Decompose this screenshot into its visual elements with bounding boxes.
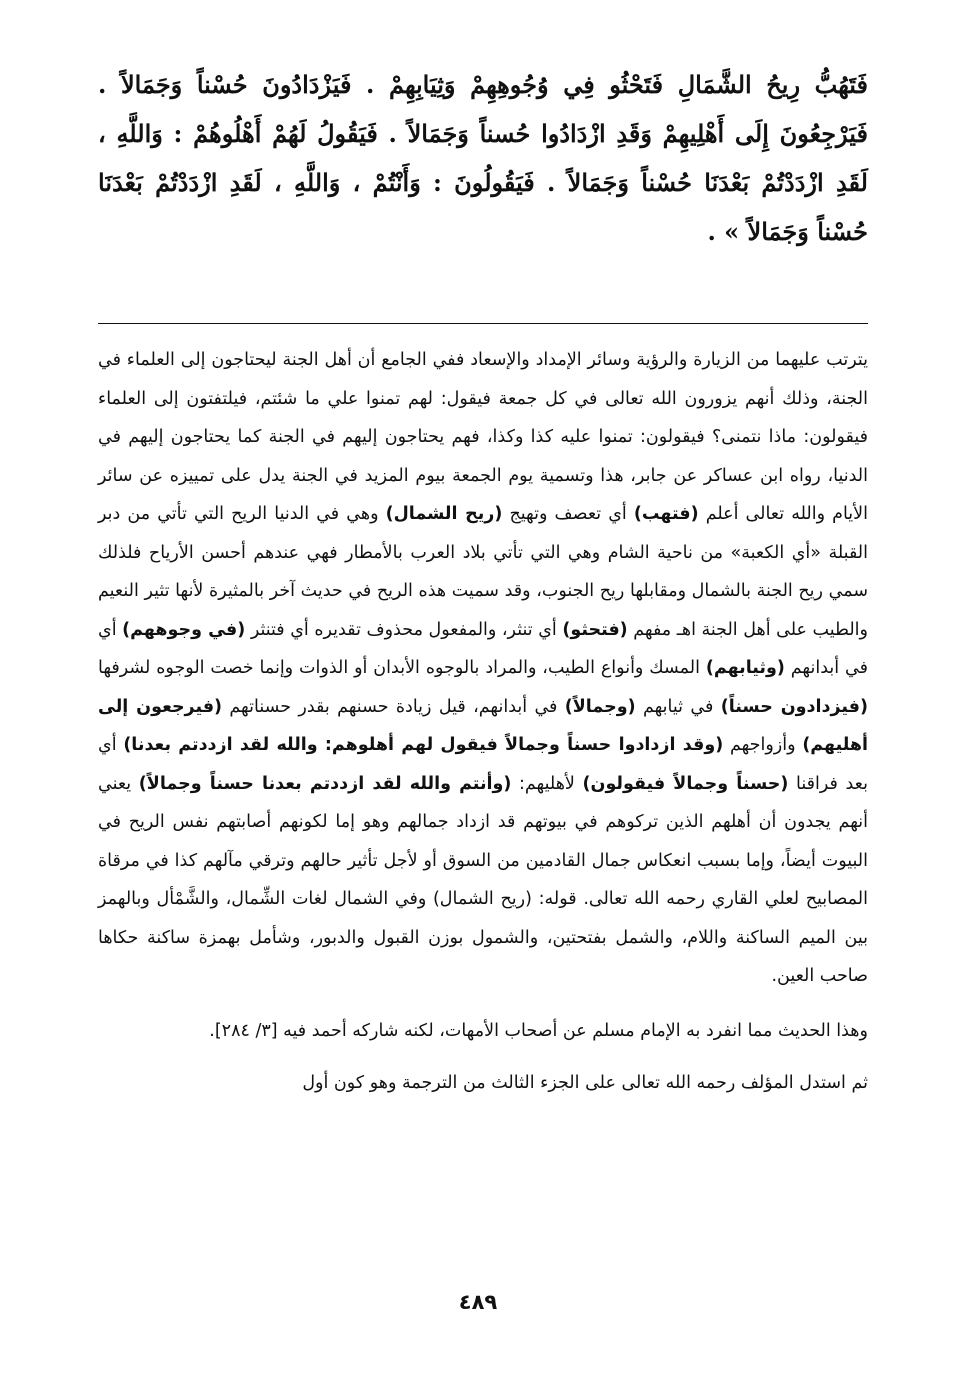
- bold-quote-segment: (وجمالاً): [564, 696, 636, 717]
- text-segment: المسك وأنواع الطيب، والمراد بالوجوه الأبدان أو الذوات وإنما خصت الوجوه لشرفها: [98, 658, 706, 678]
- text-segment: لأهليهم:: [511, 773, 583, 794]
- bold-quote-segment: (وأنتم والله لقد ازددتم بعدنا حسناً وجمالاً): [138, 773, 512, 794]
- bold-quote-segment: (فيرجعون إلى أهليهم): [98, 696, 869, 755]
- text-segment: وهي في الدنيا الريح التي تأتي من دبر القبلة «أي الكعبة» من ناحية الشام وهي التي تأتي بلاد العرب بالأمطار فهي عندهم أحسن الأرياح فلذلك سمي ريح الجنة بالشمال ومقابلها ريح الجنوب، وقد سميت هذه الريح في حديث آخر بالمثيرة لأنها تثير النعيم والطيب على أهل الجنة اهـ مفهم: [98, 504, 868, 640]
- bold-quote-segment: (ريح الشمال): [385, 504, 503, 524]
- bold-quote-segment: (فيزدادون حسناً): [720, 696, 868, 717]
- text-segment: في ثيابهم: [635, 696, 721, 717]
- bold-quote-segment: (وثيابهم): [705, 658, 785, 678]
- text-segment: أي تعصف وتهيج: [502, 504, 634, 524]
- commentary-paragraph-2: وهذا الحديث مما انفرد به الإمام مسلم عن أصحاب الأمهات، لكنه شاركه أحمد فيه [٣/ ٢٨٤].: [209, 1020, 868, 1041]
- text-segment: في أبدانهم، قيل زيادة حسنهم بقدر حسناتهم: [222, 696, 565, 717]
- text-segment: أي في أبدانهم: [98, 619, 868, 678]
- text-segment: يترتب عليهما من الزيارة والرؤية وسائر الإمداد والإسعاد ففي الجامع أن أهل الجنة ليحتاجون إلى العلماء في الجنة، وذلك أنهم يزورون الله تعالى في كل جمعة فيقول: لهم تمنوا علي ما شئتم، فيلتفتون إلى العلماء فيقولون: ماذا نتمنى؟ فيقولون: تمنوا عليه كذا وكذا، فهم يحتاجون إليهم في الجنة كما يحتاجون إليهم في الدنيا، رواه ابن عساكر عن جابر، هذا وتسمية يوم الجمعة بيوم المزيد في الجنة يدل على تمييزه عن سائر الأيام والله تعالى أعلم: [98, 350, 868, 524]
- page-number: ٤٨٩: [458, 1290, 498, 1314]
- text-segment: يعني أنهم يجدون أن أهلهم الذين تركوهم في بيوتهم قد ازداد جمالهم وهو إما لكونهم أصابتهم نفس الريح في البيوت أيضاً، وإما بسبب انعكاس جمال القادمين من السوق أو لأجل تأثير حالهم وترقي مآلهم كذا في مرقاة المصابيح لعلي القاري رحمه الله تعالى. قوله: (ريح الشمال) وفي الشمال لغات الشِّمال، والشَّمْأل وبالهمز بين الميم الساكنة واللام، والشمل بفتحتين، والشمول بوزن القبول والدبور، وشأمل بهمزة ساكنة حكاها صاحب العين.: [98, 773, 868, 986]
- page-body: [98, 60, 869, 1093]
- commentary-paragraph-3: ثم استدل المؤلف رحمه الله تعالى على الجزء الثالث من الترجمة وهو كون أول: [302, 1073, 868, 1093]
- bold-quote-segment: (وقد ازدادوا حسناً وجمالاً فيقول لهم أهلوهم: والله لقد ازددتم بعدنا): [123, 735, 724, 755]
- bold-quote-segment: (فتحثو): [562, 619, 628, 640]
- commentary-paragraph-1: [98, 341, 868, 996]
- bold-quote-segment: (حسناً وجمالاً فيقولون): [582, 773, 789, 794]
- text-segment: وأزواجهم: [723, 735, 803, 755]
- hadith-text: فَتَهُبُّ رِيحُ الشَّمَالِ فَتَحْثُو فِي وُجُوهِهِمْ وَثِيَابِهِمْ . فَيَزْدَادُونَ حُسْناً وَجَمَالاً . فَيَرْجِعُونَ إِلَى أَهْلِيهِمْ وَقَدِ ازْدَادُوا حُسناً وَجَمَالاً . فَيَقُولُ لَهُمْ أَهْلُوهُمْ : وَاللَّهِ ، لَقَدِ ازْدَدْتُمْ بَعْدَنَا حُسْناً وَجَمَالاً . فَيَقُولُونَ : وَأَنْتُمْ ، وَاللَّهِ ، لَقَدِ ازْدَدْتُمْ بَعْدَنَا حُسْناً وَجَمَالاً » .: [98, 70, 868, 246]
- commentary: [98, 341, 868, 1103]
- text-segment: أي تنثر، والمفعول محذوف تقديره أي فتنثر: [245, 619, 563, 640]
- text-segment: أي بعد فراقنا: [98, 735, 868, 794]
- bold-quote-segment: (فتهب): [633, 504, 699, 524]
- footnote-divider: [98, 323, 868, 324]
- bold-quote-segment: (في وجوههم): [122, 619, 246, 640]
